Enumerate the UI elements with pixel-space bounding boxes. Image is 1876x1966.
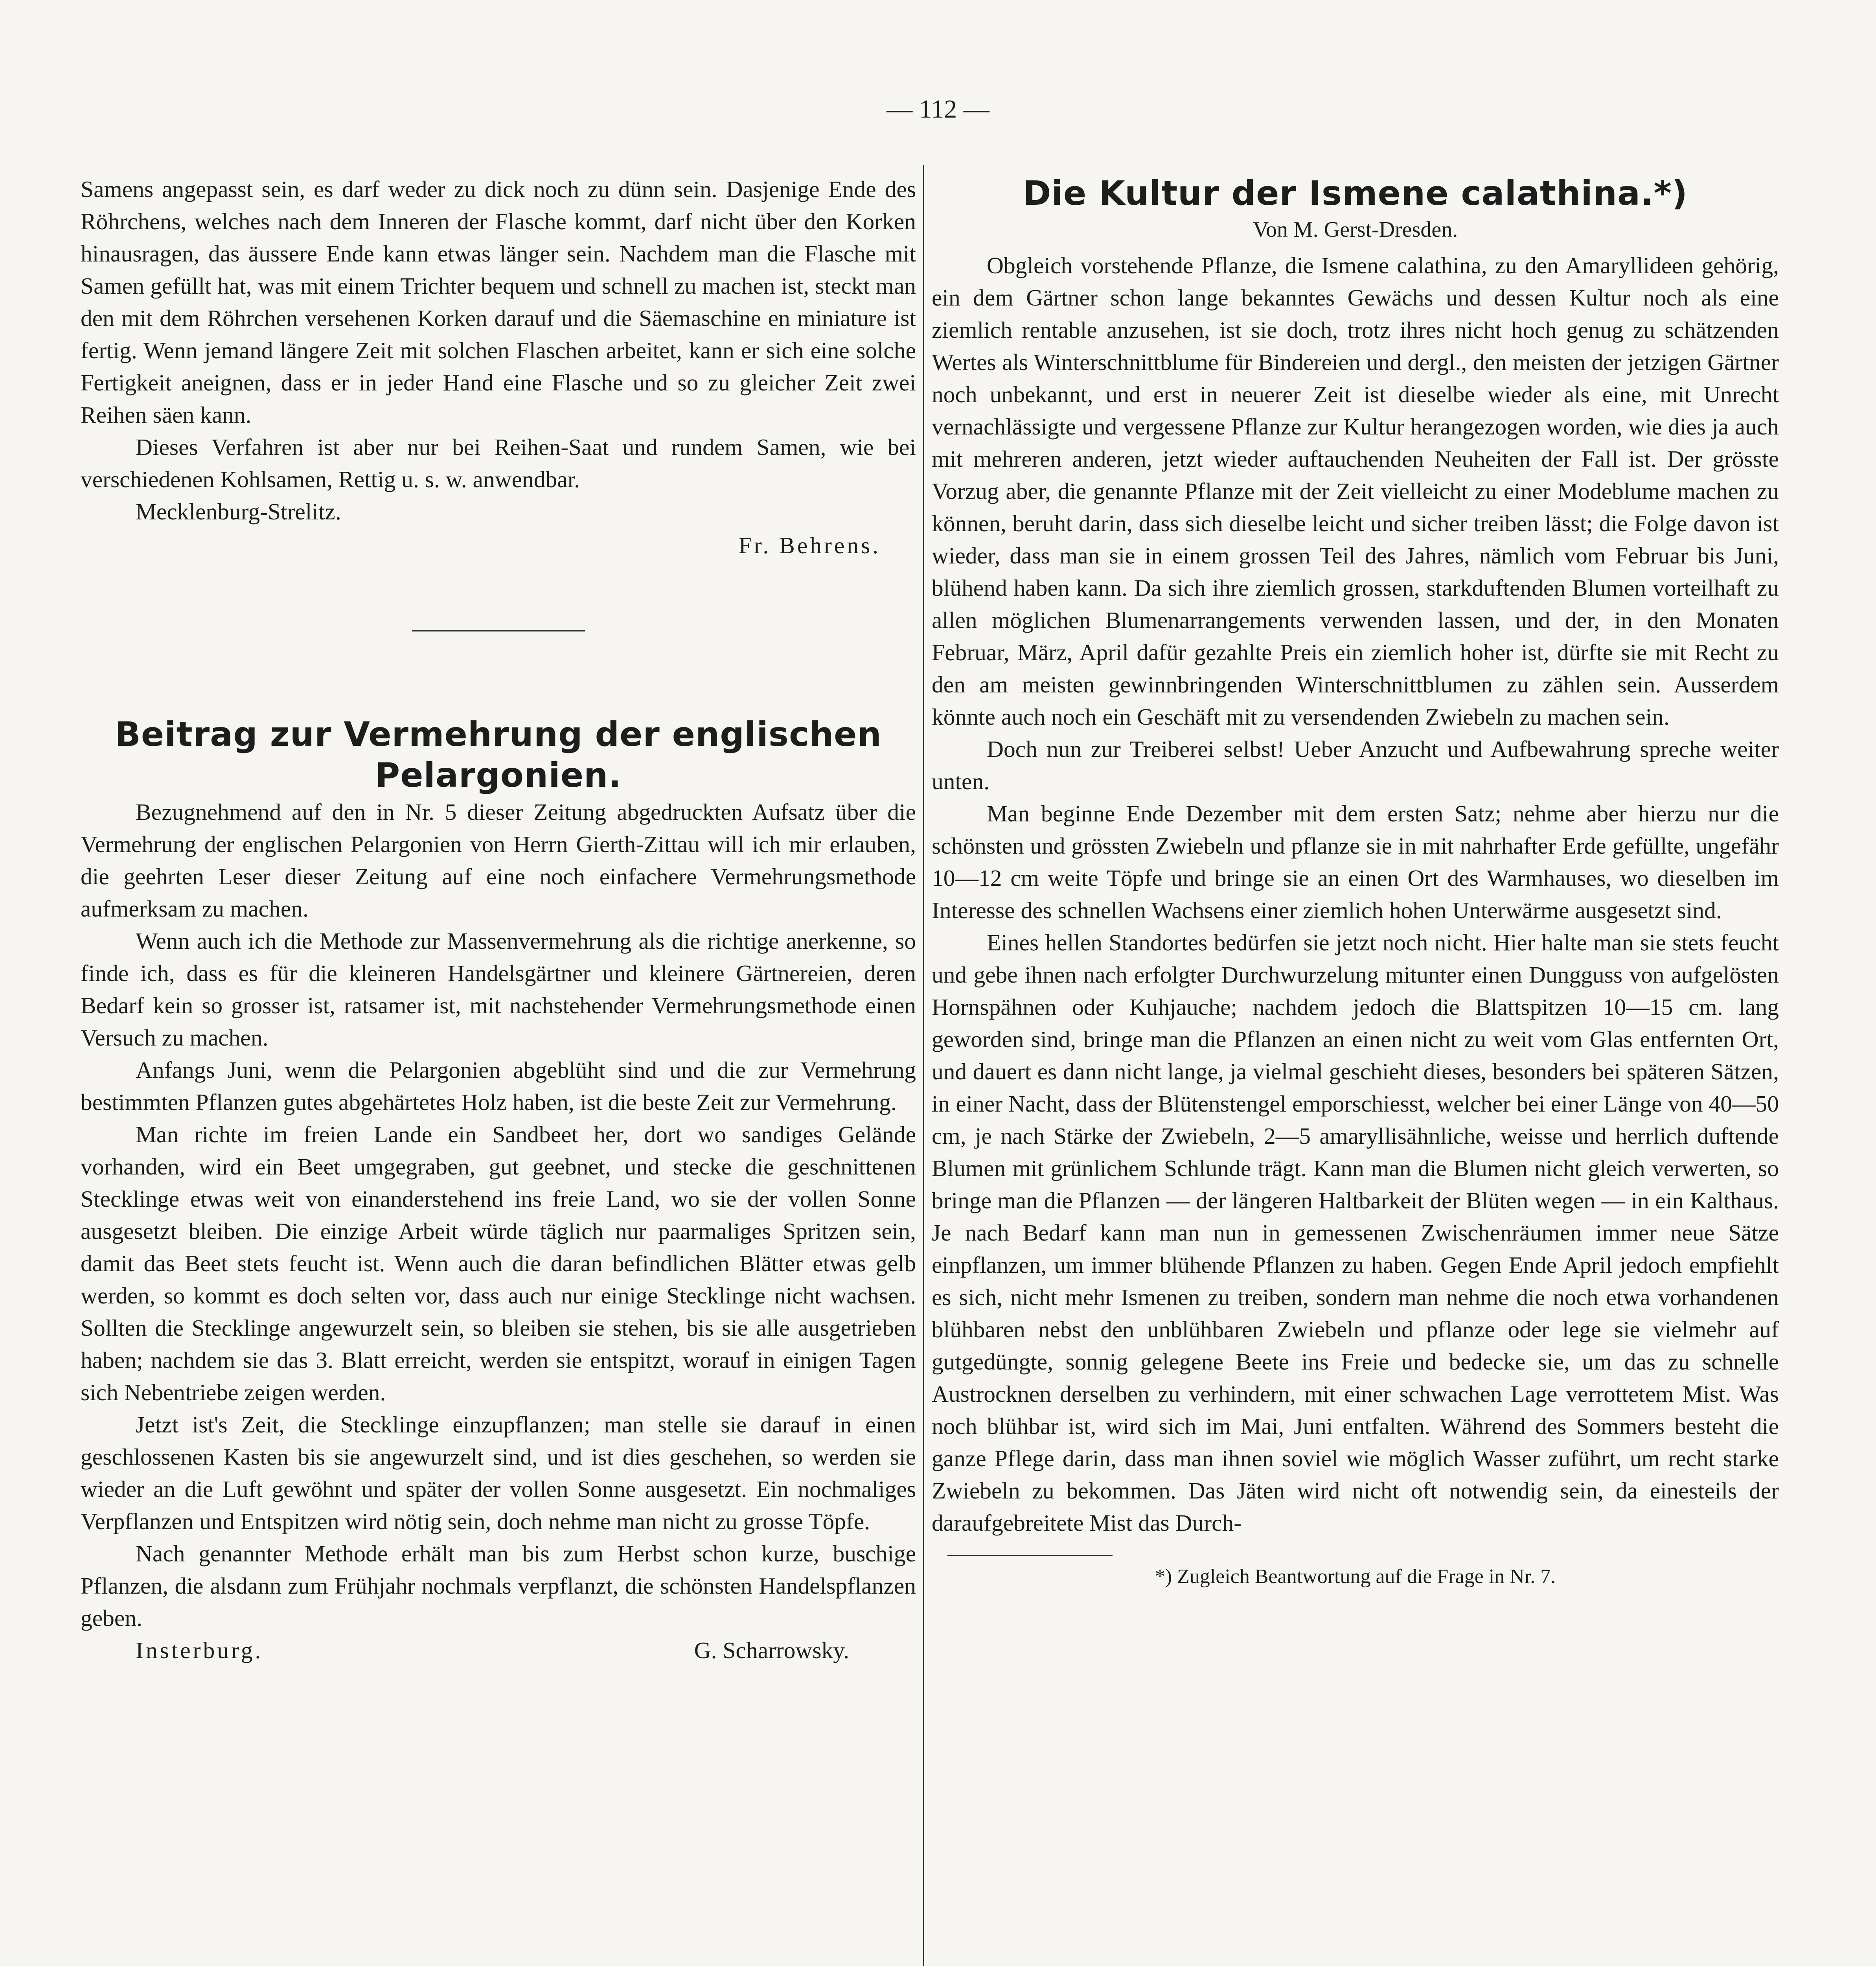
article-paragraph-2: Wenn auch ich die Methode zur Massenvermehrung als die richtige anerkenne, so finde ich, dass es für die kleineren Handelsgärtner und kleinere Gärtnereien, deren Bedarf kein so grosser ist, ratsamer ist, mit nachstehender Vermehrungsmethode einen Versuch zu machen.: [81, 928, 916, 1051]
ismene-byline: Von M. Gerst-Dresden.: [1253, 217, 1458, 242]
intro-paragraph-1: Samens angepasst sein, es darf weder zu dick noch zu dünn sein. Dasjenige Ende des Röhrchens, welches nach dem Inneren der Flasche kommt, darf nicht über den Korken hinausragen, das äussere Ende kann etwas länger sein. Nachdem man die Flasche mit Samen gefüllt hat, was mit einem Trichter bequem und schnell zu machen ist, steckt man den mit dem Röhrchen versehenen Korken darauf und die Säemaschine en miniature ist fertig. Wenn jemand längere Zeit mit solchen Flaschen arbeitet, kann er sich eine solche Fertigkeit aneignen, dass er in jeder Hand eine Flasche und so zu gleicher Zeit zwei Reihen säen kann.: [81, 176, 916, 428]
footnote-rule: [947, 1555, 1113, 1556]
page-number: — 112 —: [887, 95, 989, 123]
ismene-article-title: Die Kultur der Ismene calathina.*): [1023, 174, 1688, 213]
footnote: *) Zugleich Beantwortung auf die Frage in Nr. 7.: [1155, 1565, 1556, 1588]
section-rule: [412, 630, 585, 631]
article-place: Insterburg.: [136, 1637, 263, 1663]
article-author: G. Scharrowsky.: [694, 1637, 849, 1663]
article-paragraph-3: Anfangs Juni, wenn die Pelargonien abgeblüht sind und die zur Vermehrung bestimmten Pflanzen gutes abgehärtetes Holz haben, ist die beste Zeit zur Vermehrung.: [81, 1057, 916, 1115]
article-paragraph-1: Bezugnehmend auf den in Nr. 5 dieser Zeitung abgedruckten Aufsatz über die Vermehrung der englischen Pelargonien von Herrn Gierth-Zittau will ich mir erlauben, die geehrten Leser dieser Zeitung auf eine noch einfachere Vermehrungsmethode aufmerksam zu machen.: [81, 799, 916, 922]
ismene-paragraph-4: Eines hellen Standortes bedürfen sie jetzt noch nicht. Hier halte man sie stets feucht und gebe ihnen nach erfolgter Durchwurzelung mitunter einen Dungguss von aufgelösten Hornspähnen oder Kuhjauche; nachdem jedoch die Blattspitzen 10—15 cm. lang geworden sind, bringe man die Pflanzen an einen nicht zu weit vom Glas entfernten Ort, und dauert es dann nicht lange, ja vielmal geschieht dieses, besonders bei späteren Sätzen, in einer Nacht, dass der Blütenstengel emporschiesst, welcher bei einer Länge von 40—50 cm, je nach Stärke der Zwiebeln, 2—5 amaryllisähnliche, weisse und herrlich duftende Blumen mit grünlichem Schlunde trägt. Kann man die Blumen nicht gleich verwerten, so bringe man die Pflanzen — der längeren Haltbarkeit der Blüten wegen — in ein Kalthaus. Je nach Bedarf kann man nun in gemessenen Zwischenräumen immer neue Sätze einpflanzen, um immer blühende Pflanzen zu haben. Gegen Ende April jedoch empfiehlt es sich, nicht mehr Ismenen zu treiben, sondern man nehme die noch etwa vorhandenen blühbaren nebst den unblühbaren Zwiebeln und pflanze oder lege sie vielmehr auf gutgedüngte, sonnig gelegene Beete ins Freie und bedecke sie, um das zu schnelle Austrocknen derselben zu verhindern, mit einer schwachen Lage verrottetem Mist. Was noch blühbar ist, wird sich im Mai, Juni entfalten. Während des Sommers besteht die ganze Pflege darin, dass man ihnen soviel wie möglich Wasser zuführt, um recht starke Zwiebeln zu bekommen. Das Jäten wird nicht oft notwendig sein, da einesteils der daraufgebreitete Mist das Durch-: [932, 930, 1779, 1536]
left-column: [81, 173, 916, 1666]
article-paragraph-5: Jetzt ist's Zeit, die Stecklinge einzupflanzen; man stelle sie darauf in einen geschlossenen Kasten bis sie angewurzelt sind, und ist dies geschehen, so werden sie wieder an die Luft gewöhnt und später der vollen Sonne ausgesetzt. Ein nochmaliges Verpflanzen und Entspitzen wird nötig sein, doch nehme man nicht zu grosse Töpfe.: [81, 1412, 916, 1534]
ismene-paragraph-2: Doch nun zur Treiberei selbst! Ueber Anzucht und Aufbewahrung spreche weiter unten.: [932, 736, 1779, 794]
column-divider: [923, 165, 924, 1966]
intro-place: Mecklenburg-Strelitz.: [136, 499, 341, 525]
article-signature: [81, 1634, 916, 1666]
intro-paragraph-2: Dieses Verfahren ist aber nur bei Reihen-Saat und rundem Samen, wie bei verschiedenen Kohlsamen, Rettig u. s. w. anwendbar.: [81, 434, 916, 492]
article-title: Beitrag zur Vermehrung der englischen Pelargonien.: [115, 715, 882, 795]
article-paragraph-6: Nach genannter Methode erhält man bis zum Herbst schon kurze, buschige Pflanzen, die alsdann zum Frühjahr nochmals verpflanzt, die schönsten Handelspflanzen geben.: [81, 1541, 916, 1631]
ismene-paragraph-1: Obgleich vorstehende Pflanze, die Ismene calathina, zu den Amaryllideen gehörig, ein dem Gärtner schon lange bekanntes Gewächs und dessen Kultur noch als eine ziemlich rentable anzusehen, ist sie doch, trotz ihres nicht hoch genug zu schätzenden Wertes als Winterschnittblume für Bindereien und dergl., den meisten der jetzigen Gärtner noch unbekannt, und erst in neuerer Zeit ist dieselbe wieder als eine, mit Unrecht vernachlässigte und vergessene Pflanze zur Kultur herangezogen worden, wie dies ja auch mit mehreren anderen, jetzt wieder auftauchenden Neuheiten der Fall ist. Der grösste Vorzug aber, die genannte Pflanze mit der Zeit vielleicht zu einer Modeblume machen zu können, beruht darin, dass sich dieselbe leicht und sicher treiben lässt; die Folge davon ist wieder, dass man sie in einem grossen Teil des Jahres, nämlich vom Februar bis Juni, blühend haben kann. Da sich ihre ziemlich grossen, starkduftenden Blumen vorteilhaft zu allen möglichen Blumenarrangements verwenden lassen, und der, in den Monaten Februar, März, April dafür gezahlte Preis ein ziemlich hoher ist, dürfte sie mit Recht zu den am meisten gewinnbringenden Winterschnittblumen zu zählen sein. Ausserdem könnte auch noch ein Geschäft mit zu versendenden Zwiebeln zu machen sein.: [932, 252, 1779, 730]
ismene-paragraph-3: Man beginne Ende Dezember mit dem ersten Satz; nehme aber hierzu nur die schönsten und grössten Zwiebeln und pflanze sie in mit nahrhafter Erde gefüllte, ungefähr 10—12 cm weite Töpfe und bringe sie an einen Ort des Warmhauses, wo dieselben im Interesse des schnellen Wachsens einer ziemlich hohen Unterwärme ausgesetzt sind.: [932, 801, 1779, 923]
article-paragraph-4: Man richte im freien Lande ein Sandbeet her, dort wo sandiges Gelände vorhanden, wird ein Beet umgegraben, gut geebnet, und stecke die geschnittenen Stecklinge etwas weit von einanderstehend ins freie Land, wo sie der vollen Sonne ausgesetzt bleiben. Die einzige Arbeit würde täglich nur paarmaliges Spritzen sein, damit das Beet stets feucht ist. Wenn auch die daran befindlichen Blätter etwas gelb werden, so kommt es doch selten vor, dass auch nur einige Stecklinge nicht wachsen. Sollten die Stecklinge angewurzelt sein, so bleiben sie stehen, bis sie alle ausgetrieben haben; nachdem sie das 3. Blatt erreicht, werden sie entspitzt, worauf in einigen Tagen sich Nebentriebe zeigen werden.: [81, 1121, 916, 1405]
right-column: [932, 173, 1779, 1590]
intro-author: Fr. Behrens.: [738, 532, 881, 558]
